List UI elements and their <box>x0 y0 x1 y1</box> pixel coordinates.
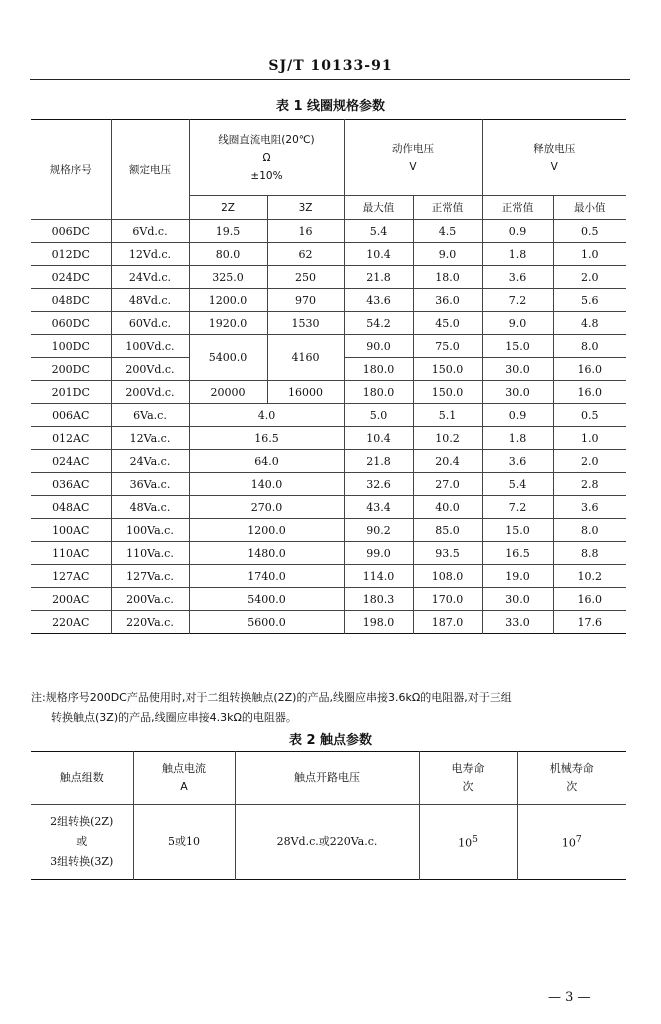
table2-caption: 表 2 触点参数 <box>288 733 373 748</box>
contact-group-line-2: 或 <box>76 835 88 848</box>
cell-coil-resistance: 1200.0 <box>189 519 344 542</box>
cell-release-normal: 0.9 <box>482 220 553 243</box>
cell-spec-no: 048AC <box>31 496 111 519</box>
table-row <box>31 427 626 450</box>
cell-coil-resistance: 5400.0 <box>189 588 344 611</box>
cell-resistance-3z: 4160 <box>267 335 344 381</box>
cell-operate-max: 99.0 <box>344 542 413 565</box>
cell-operate-max: 114.0 <box>344 565 413 588</box>
cell-rated-voltage: 100Va.c. <box>111 519 189 542</box>
cell-spec-no: 200DC <box>31 358 111 381</box>
cell-rated-voltage: 36Va.c. <box>111 473 189 496</box>
table1-caption: 表 1 线圈规格参数 <box>275 99 386 114</box>
cell-contact-group <box>31 805 133 880</box>
cell-operate-max: 43.4 <box>344 496 413 519</box>
cell-coil-resistance: 270.0 <box>189 496 344 519</box>
cell-coil-resistance: 64.0 <box>189 450 344 473</box>
cell-release-min: 8.0 <box>553 519 626 542</box>
cell-spec-no: 024AC <box>31 450 111 473</box>
cell-release-min: 8.0 <box>553 335 626 358</box>
cell-spec-no: 012DC <box>31 243 111 266</box>
header-coil-resistance-label: 线圈直流电阻(20℃) <box>218 133 315 146</box>
cell-resistance-3z: 970 <box>267 289 344 312</box>
cell-spec-no: 100AC <box>31 519 111 542</box>
header-operate-voltage-label: 动作电压 <box>392 142 434 155</box>
cell-operate-max: 32.6 <box>344 473 413 496</box>
cell-coil-resistance: 1740.0 <box>189 565 344 588</box>
cell-resistance-2z: 1200.0 <box>189 289 267 312</box>
header-release-voltage-label: 释放电压 <box>533 142 576 155</box>
cell-spec-no: 024DC <box>31 266 111 289</box>
header-op-normal: 正常值 <box>413 196 482 220</box>
cell-operate-max: 5.4 <box>344 220 413 243</box>
table-row <box>31 220 626 243</box>
cell-spec-no: 048DC <box>31 289 111 312</box>
cell-operate-max: 5.0 <box>344 404 413 427</box>
table-row <box>31 496 626 519</box>
cell-operate-normal: 45.0 <box>413 312 482 335</box>
cell-rated-voltage: 200Vd.c. <box>111 381 189 404</box>
header-electrical-life-unit: 次 <box>462 780 474 793</box>
cell-coil-resistance: 140.0 <box>189 473 344 496</box>
standard-number: SJ/T 10133-91 <box>268 58 393 74</box>
cell-release-min: 5.6 <box>553 289 626 312</box>
header-rel-normal: 正常值 <box>482 196 553 220</box>
cell-release-normal: 15.0 <box>482 335 553 358</box>
header-rated-voltage: 额定电压 <box>111 120 189 220</box>
table-row <box>31 473 626 496</box>
cell-operate-normal: 9.0 <box>413 243 482 266</box>
cell-release-min: 3.6 <box>553 496 626 519</box>
cell-operate-normal: 20.4 <box>413 450 482 473</box>
cell-release-min: 2.0 <box>553 266 626 289</box>
cell-resistance-3z: 1530 <box>267 312 344 335</box>
cell-operate-max: 10.4 <box>344 427 413 450</box>
cell-operate-normal: 93.5 <box>413 542 482 565</box>
cell-operate-normal: 108.0 <box>413 565 482 588</box>
cell-release-min: 4.8 <box>553 312 626 335</box>
cell-operate-normal: 5.1 <box>413 404 482 427</box>
header-contact-current <box>133 752 235 805</box>
cell-operate-max: 180.0 <box>344 358 413 381</box>
table-row <box>31 542 626 565</box>
cell-spec-no: 036AC <box>31 473 111 496</box>
cell-release-min: 16.0 <box>553 588 626 611</box>
cell-release-normal: 7.2 <box>482 496 553 519</box>
cell-operate-normal: 10.2 <box>413 427 482 450</box>
cell-rated-voltage: 24Vd.c. <box>111 266 189 289</box>
header-contact-current-unit: A <box>180 780 188 793</box>
cell-rated-voltage: 6Va.c. <box>111 404 189 427</box>
cell-resistance-2z: 1920.0 <box>189 312 267 335</box>
cell-operate-normal: 150.0 <box>413 358 482 381</box>
cell-operate-normal: 36.0 <box>413 289 482 312</box>
cell-operate-max: 43.6 <box>344 289 413 312</box>
contact-group-line-3: 3组转换(3Z) <box>50 855 114 868</box>
header-3z: 3Z <box>267 196 344 220</box>
cell-resistance-2z: 80.0 <box>189 243 267 266</box>
cell-resistance-2z: 5400.0 <box>189 335 267 381</box>
cell-operate-max: 10.4 <box>344 243 413 266</box>
cell-contact-voltage: 28Vd.c.或220Va.c. <box>235 805 419 880</box>
cell-operate-normal: 18.0 <box>413 266 482 289</box>
table-row <box>31 312 626 335</box>
cell-release-normal: 16.5 <box>482 542 553 565</box>
cell-release-normal: 30.0 <box>482 358 553 381</box>
cell-rated-voltage: 110Va.c. <box>111 542 189 565</box>
cell-release-normal: 1.8 <box>482 243 553 266</box>
cell-spec-no: 127AC <box>31 565 111 588</box>
cell-release-normal: 3.6 <box>482 266 553 289</box>
header-rule <box>30 79 630 80</box>
cell-resistance-2z: 20000 <box>189 381 267 404</box>
cell-rated-voltage: 200Vd.c. <box>111 358 189 381</box>
header-operate-voltage-unit: V <box>409 160 417 173</box>
cell-resistance-3z: 62 <box>267 243 344 266</box>
table-row <box>31 289 626 312</box>
cell-spec-no: 006DC <box>31 220 111 243</box>
contact-param-table <box>31 751 626 880</box>
cell-release-min: 16.0 <box>553 358 626 381</box>
cell-release-min: 0.5 <box>553 404 626 427</box>
cell-release-normal: 5.4 <box>482 473 553 496</box>
header-coil-resistance <box>189 120 344 196</box>
cell-release-normal: 30.0 <box>482 588 553 611</box>
cell-rated-voltage: 200Va.c. <box>111 588 189 611</box>
header-mechanical-life <box>517 752 626 805</box>
cell-mechanical-life <box>517 805 626 880</box>
coil-spec-rows <box>31 220 626 634</box>
table-row <box>31 450 626 473</box>
cell-release-normal: 0.9 <box>482 404 553 427</box>
header-electrical-life-label: 电寿命 <box>451 762 485 775</box>
cell-operate-max: 198.0 <box>344 611 413 634</box>
cell-release-min: 0.5 <box>553 220 626 243</box>
cell-release-normal: 30.0 <box>482 381 553 404</box>
cell-release-normal: 3.6 <box>482 450 553 473</box>
cell-operate-normal: 187.0 <box>413 611 482 634</box>
cell-rated-voltage: 60Vd.c. <box>111 312 189 335</box>
header-release-voltage-unit: V <box>550 160 558 173</box>
cell-rated-voltage: 12Va.c. <box>111 427 189 450</box>
header-contact-group: 触点组数 <box>31 752 133 805</box>
cell-release-min: 1.0 <box>553 427 626 450</box>
note-line-2: 转换触点(3Z)的产品,线圈应串接4.3kΩ的电阻器。 <box>51 711 297 724</box>
cell-resistance-2z: 19.5 <box>189 220 267 243</box>
table-row <box>31 611 626 634</box>
cell-operate-normal: 4.5 <box>413 220 482 243</box>
cell-release-normal: 7.2 <box>482 289 553 312</box>
header-contact-current-label: 触点电流 <box>162 762 206 775</box>
cell-release-min: 2.0 <box>553 450 626 473</box>
cell-rated-voltage: 24Va.c. <box>111 450 189 473</box>
cell-contact-current: 5或10 <box>133 805 235 880</box>
cell-resistance-3z: 250 <box>267 266 344 289</box>
cell-operate-max: 90.0 <box>344 335 413 358</box>
header-op-max: 最大值 <box>344 196 413 220</box>
cell-operate-max: 180.0 <box>344 381 413 404</box>
cell-coil-resistance: 16.5 <box>189 427 344 450</box>
cell-operate-normal: 150.0 <box>413 381 482 404</box>
cell-operate-normal: 40.0 <box>413 496 482 519</box>
cell-rated-voltage: 100Vd.c. <box>111 335 189 358</box>
cell-operate-normal: 75.0 <box>413 335 482 358</box>
mechanical-life-exponent: 7 <box>575 834 582 846</box>
cell-operate-normal: 85.0 <box>413 519 482 542</box>
cell-operate-max: 21.8 <box>344 450 413 473</box>
header-mechanical-life-unit: 次 <box>566 780 578 793</box>
cell-release-normal: 15.0 <box>482 519 553 542</box>
cell-spec-no: 200AC <box>31 588 111 611</box>
cell-release-normal: 33.0 <box>482 611 553 634</box>
cell-spec-no: 012AC <box>31 427 111 450</box>
cell-operate-max: 54.2 <box>344 312 413 335</box>
cell-coil-resistance: 1480.0 <box>189 542 344 565</box>
cell-spec-no: 006AC <box>31 404 111 427</box>
cell-spec-no: 110AC <box>31 542 111 565</box>
table-row <box>31 519 626 542</box>
header-mechanical-life-label: 机械寿命 <box>549 762 594 775</box>
table-row <box>31 565 626 588</box>
table-row <box>31 266 626 289</box>
header-release-voltage <box>482 120 626 196</box>
cell-coil-resistance: 4.0 <box>189 404 344 427</box>
cell-spec-no: 220AC <box>31 611 111 634</box>
cell-release-min: 2.8 <box>553 473 626 496</box>
cell-release-normal: 9.0 <box>482 312 553 335</box>
cell-spec-no: 060DC <box>31 312 111 335</box>
cell-operate-max: 180.3 <box>344 588 413 611</box>
electrical-life-base: 10 <box>458 836 473 850</box>
contact-group-line-1: 2组转换(2Z) <box>50 815 114 828</box>
cell-rated-voltage: 127Va.c. <box>111 565 189 588</box>
cell-operate-max: 21.8 <box>344 266 413 289</box>
cell-rated-voltage: 48Vd.c. <box>111 289 189 312</box>
cell-coil-resistance: 5600.0 <box>189 611 344 634</box>
cell-resistance-2z: 325.0 <box>189 266 267 289</box>
header-electrical-life <box>419 752 517 805</box>
header-coil-resistance-unit: Ω <box>262 151 271 164</box>
cell-release-normal: 1.8 <box>482 427 553 450</box>
cell-resistance-3z: 16 <box>267 220 344 243</box>
cell-release-min: 17.6 <box>553 611 626 634</box>
cell-release-min: 1.0 <box>553 243 626 266</box>
table-row <box>31 243 626 266</box>
cell-rated-voltage: 220Va.c. <box>111 611 189 634</box>
table-row <box>31 381 626 404</box>
header-contact-voltage: 触点开路电压 <box>235 752 419 805</box>
cell-spec-no: 100DC <box>31 335 111 358</box>
page-number: — 3 — <box>548 990 591 1005</box>
header-rel-min: 最小值 <box>553 196 626 220</box>
cell-spec-no: 201DC <box>31 381 111 404</box>
table-row <box>31 404 626 427</box>
header-spec-no: 规格序号 <box>31 120 111 220</box>
header-coil-resistance-tolerance: ±10% <box>250 169 283 182</box>
table-row <box>31 588 626 611</box>
cell-release-min: 16.0 <box>553 381 626 404</box>
cell-operate-normal: 27.0 <box>413 473 482 496</box>
cell-rated-voltage: 48Va.c. <box>111 496 189 519</box>
note-line-1: 注:规格序号200DC产品使用时,对于二组转换触点(2Z)的产品,线圈应串接3.6kΩ的电阻器,对于三组 <box>31 691 512 704</box>
cell-operate-max: 90.2 <box>344 519 413 542</box>
cell-rated-voltage: 12Vd.c. <box>111 243 189 266</box>
cell-electrical-life <box>419 805 517 880</box>
cell-release-normal: 19.0 <box>482 565 553 588</box>
header-operate-voltage <box>344 120 482 196</box>
mechanical-life-base: 10 <box>561 836 576 850</box>
cell-release-min: 10.2 <box>553 565 626 588</box>
cell-release-min: 8.8 <box>553 542 626 565</box>
cell-operate-normal: 170.0 <box>413 588 482 611</box>
coil-spec-table <box>31 119 626 634</box>
table-note <box>31 688 631 728</box>
table-row <box>31 335 626 358</box>
header-2z: 2Z <box>189 196 267 220</box>
electrical-life-exponent: 5 <box>472 834 478 846</box>
cell-rated-voltage: 6Vd.c. <box>111 220 189 243</box>
cell-resistance-3z: 16000 <box>267 381 344 404</box>
